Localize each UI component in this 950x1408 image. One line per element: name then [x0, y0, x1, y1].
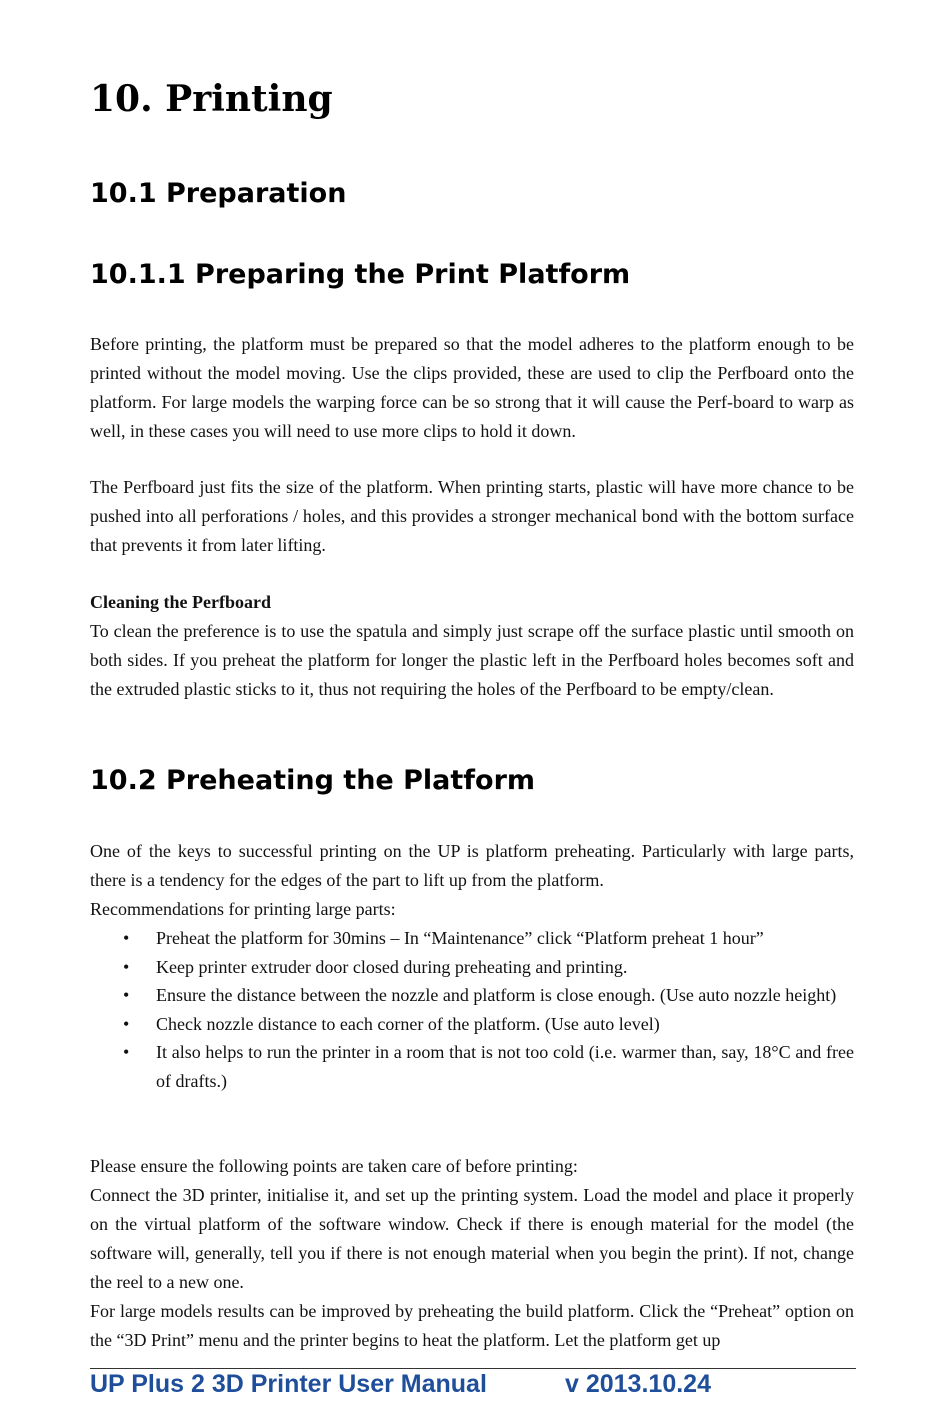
footer-manual-title: UP Plus 2 3D Printer User Manual — [90, 1370, 487, 1398]
list-item: • Ensure the distance between the nozzle and platform is close enough. (Use auto nozzle height) — [90, 981, 854, 1010]
preheat-intro-block — [90, 837, 854, 924]
list-item: • Check nozzle distance to each corner of the platform. (Use auto level) — [90, 1010, 854, 1039]
bullet-icon: • — [123, 956, 130, 977]
footer-version: v 2013.10.24 — [565, 1370, 711, 1398]
section-heading-10-1: 10.1 Preparation — [90, 178, 347, 209]
checklist-paragraph-2: For large models results can be improved by preheating the build platform. Click the “Preheat” option on the “3D Print” menu and the printer begins to heat the platform. Let the platform get up — [90, 1301, 854, 1350]
checklist-paragraph-1: Connect the 3D printer, initialise it, and set up the printing system. Load the model and place it properly on the virtual platform of the software window. Check if there is enough material for the model (the software will, generally, tell you if there is not enough material when you begin the print). If not, change the reel to a new one. — [90, 1185, 854, 1292]
list-item: • Keep printer extruder door closed during preheating and printing. — [90, 953, 854, 982]
list-item: • It also helps to run the printer in a room that is not too cold (i.e. warmer than, say, 18°C and free of drafts.) — [90, 1038, 854, 1095]
bullet-icon: • — [123, 1042, 130, 1062]
checklist-label: Please ensure the following points are taken care of before printing: — [90, 1156, 578, 1176]
list-item: • Preheat the platform for 30mins – In “Maintenance” click “Platform preheat 1 hour” — [90, 924, 854, 953]
paragraph-platform-prep: Before printing, the platform must be prepared so that the model adheres to the platform enough to be printed without the model moving. Use the clips provided, these are used to clip the Perfboard onto the platform. For large models the warping force can be so strong that it will cause the Perf-board to warp as well, in these cases you will need to use more clips to hold it down. — [90, 334, 854, 441]
section-heading-10-1-1: 10.1.1 Preparing the Print Platform — [90, 259, 631, 290]
checklist-block — [90, 1152, 854, 1355]
section-heading-10-2: 10.2 Preheating the Platform — [90, 765, 536, 796]
cleaning-paragraph: To clean the preference is to use the spatula and simply just scrape off the surface plastic until smooth on both sides. If you preheat the platform for longer the plastic left in the Perfboard holes becomes soft and the extruded plastic sticks to it, thus not requiring the holes of the Perfboard to be empty/clean. — [90, 621, 854, 699]
cleaning-block — [90, 588, 854, 704]
bullet-icon: • — [123, 928, 130, 948]
preheat-intro: One of the keys to successful printing on the UP is platform preheating. Particularly with large parts, there is a tendency for the edges of the part to lift up from the platform. — [90, 841, 854, 890]
paragraph-perfboard-fit: The Perfboard just fits the size of the platform. When printing starts, plastic will have more chance to be pushed into all perforations / holes, and this provides a stronger mechanical bond with the bottom surface that prevents it from later lifting. — [90, 477, 854, 555]
recommendations-list — [90, 924, 854, 1095]
chapter-title: 10. Printing — [90, 78, 333, 120]
cleaning-subheading: Cleaning the Perfboard — [90, 592, 271, 612]
bullet-icon: • — [123, 1013, 130, 1034]
footer-divider — [90, 1368, 856, 1369]
recommendations-label: Recommendations for printing large parts: — [90, 899, 396, 919]
bullet-icon: • — [123, 985, 130, 1005]
